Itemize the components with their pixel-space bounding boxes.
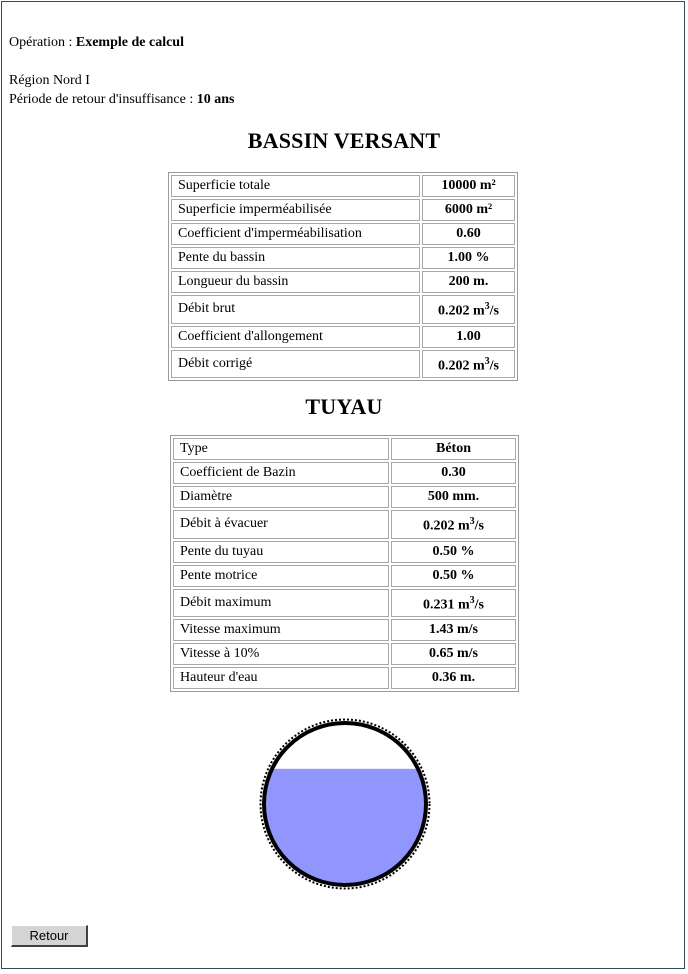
- row-value-text: 500 mm.: [427, 489, 480, 504]
- row-value: [422, 247, 515, 269]
- bassin-row: [171, 199, 515, 221]
- row-label: Débit maximum: [173, 589, 389, 618]
- row-value-text: 0.50 %: [432, 543, 475, 559]
- row-label: Coefficient d'allongement: [171, 326, 420, 348]
- row-value: [391, 541, 516, 563]
- row-value-text: 0.60: [456, 226, 481, 241]
- row-value: [391, 667, 516, 689]
- retour-button[interactable]: Retour: [11, 925, 88, 947]
- row-label: Débit corrigé: [171, 350, 420, 379]
- row-value: [422, 199, 515, 221]
- row-value-text: 10000 m²: [441, 178, 496, 193]
- row-label: Superficie totale: [171, 175, 420, 197]
- tuyau-row: [173, 462, 516, 484]
- row-value: [422, 295, 515, 324]
- bassin-table: [168, 172, 518, 381]
- row-value-exponent: 3: [484, 355, 490, 367]
- row-label: Type: [173, 438, 389, 460]
- operation-line: [9, 34, 184, 52]
- row-label: Pente du tuyau: [173, 541, 389, 563]
- row-value: [422, 175, 515, 197]
- tuyau-table-body: [173, 438, 516, 689]
- bassin-row: [171, 271, 515, 293]
- row-label: Débit brut: [171, 295, 420, 324]
- bassin-row: [171, 295, 515, 324]
- row-label: Pente motrice: [173, 565, 389, 587]
- periode-line: [9, 91, 234, 109]
- row-value: [422, 223, 515, 245]
- row-label: Coefficient d'imperméabilisation: [171, 223, 420, 245]
- row-value: [391, 486, 516, 508]
- tuyau-row: [173, 510, 516, 539]
- row-value-exponent: 3: [484, 301, 490, 312]
- row-value-text: 0.36 m.: [431, 670, 476, 686]
- periode-label: Période de retour d'insuffisance :: [9, 92, 197, 107]
- row-value-text: 0.202 m: [422, 518, 470, 534]
- bassin-row: [171, 223, 515, 245]
- row-value: [422, 271, 515, 293]
- row-value: [391, 462, 516, 484]
- row-label: Hauteur d'eau: [173, 667, 389, 689]
- row-label: Diamètre: [173, 486, 389, 508]
- row-value-unit: /s: [489, 303, 499, 319]
- row-value: [391, 565, 516, 587]
- row-value-unit: /s: [489, 358, 499, 374]
- row-label: Coefficient de Bazin: [173, 462, 389, 484]
- row-value: [391, 589, 516, 618]
- operation-value: Exemple de calcul: [75, 35, 184, 50]
- row-value-text: Béton: [436, 441, 471, 456]
- row-label: Superficie imperméabilisée: [171, 199, 420, 221]
- bassin-row: [171, 247, 515, 269]
- row-value-exponent: 3: [469, 594, 475, 606]
- tuyau-row: [173, 565, 516, 587]
- row-label: Longueur du bassin: [171, 271, 420, 293]
- row-value-unit: /s: [474, 597, 484, 613]
- row-value: [422, 326, 515, 348]
- row-value-text: 200 m.: [448, 274, 489, 289]
- row-label: Vitesse maximum: [173, 619, 389, 641]
- row-label: Vitesse à 10%: [173, 643, 389, 665]
- row-label: Débit à évacuer: [173, 510, 389, 539]
- periode-value: 10 ans: [196, 92, 235, 107]
- bassin-table-body: [171, 175, 515, 378]
- row-value-text: 0.202 m: [437, 358, 485, 374]
- tuyau-row: [173, 438, 516, 460]
- tuyau-row: [173, 619, 516, 641]
- row-value-text: 1.00 %: [447, 250, 490, 265]
- row-value-text: 0.30: [441, 465, 466, 480]
- tuyau-row: [173, 589, 516, 618]
- bassin-title: BASSIN VERSANT: [247, 128, 441, 153]
- tuyau-row: [173, 486, 516, 508]
- water-level: [258, 769, 432, 886]
- row-value-exponent: 3: [469, 516, 475, 527]
- row-value: [391, 619, 516, 641]
- bassin-row: [171, 350, 515, 379]
- row-value-text: 1.00: [456, 328, 481, 344]
- region-text: Région Nord I: [9, 73, 90, 88]
- row-value-text: 0.65 m/s: [429, 646, 478, 662]
- tuyau-title: TUYAU: [305, 394, 383, 419]
- row-value-text: 0.202 m: [437, 303, 485, 319]
- row-value-unit: /s: [474, 518, 484, 534]
- row-value: [391, 510, 516, 539]
- pipe-section-diagram: [258, 717, 432, 891]
- row-label: Pente du bassin: [171, 247, 420, 269]
- operation-label: Opération :: [9, 35, 76, 50]
- tuyau-row: [173, 643, 516, 665]
- row-value: [391, 438, 516, 460]
- region-line: [9, 72, 90, 90]
- row-value-text: 6000 m²: [444, 202, 493, 217]
- row-value: [391, 643, 516, 665]
- bassin-row: [171, 175, 515, 197]
- row-value-text: 1.43 m/s: [429, 622, 478, 638]
- row-value: [422, 350, 515, 379]
- tuyau-row: [173, 667, 516, 689]
- row-value-text: 0.50 %: [432, 567, 475, 583]
- tuyau-row: [173, 541, 516, 563]
- tuyau-table: [170, 435, 519, 692]
- bassin-row: [171, 326, 515, 348]
- row-value-text: 0.231 m: [422, 597, 470, 613]
